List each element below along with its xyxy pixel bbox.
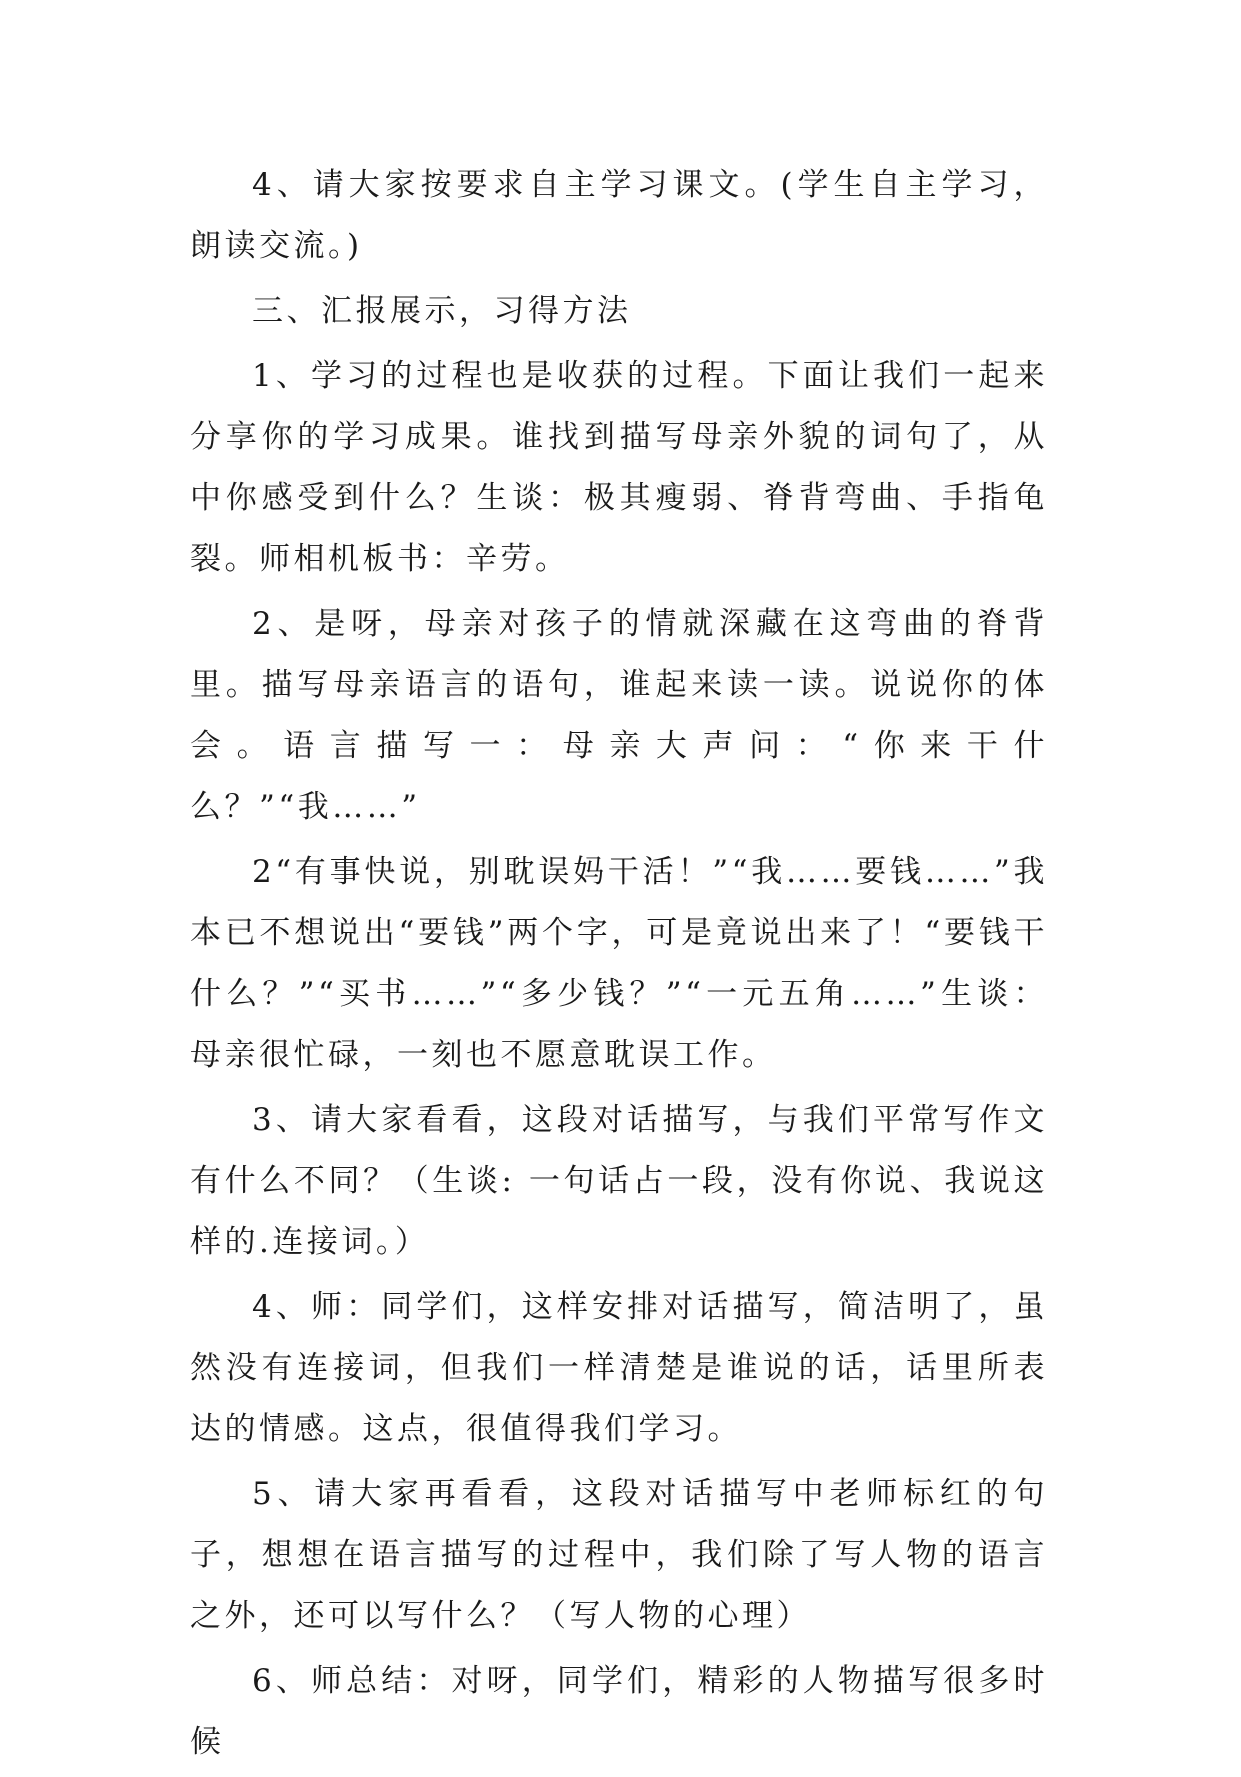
paragraph-language: 2、是呀，母亲对孩子的情就深藏在这弯曲的脊背里。描写母亲语言的语句，谁起来读一读。说说你的体会。语言描写一：母亲大声问：“你来干什么？”“我……” [190,606,1048,825]
section-heading: 三、汇报展示，习得方法 [252,293,632,329]
paragraph-dialogue: 2“有事快说，别耽误妈干活！”“我……要钱……”我本已不想说出“要钱”两个字，可是竟说出来了！“要钱干什么？”“买书……”“多少钱？”“一元五角……”生谈：母亲很忙碌，一刻也不愿意耽误工作。 [190,854,1048,1073]
paragraph-appearance: 1、学习的过程也是收获的过程。下面让我们一起来分享你的学习成果。谁找到描写母亲外貌的词句了，从中你感受到什么？生谈：极其瘦弱、脊背弯曲、手指龟裂。师相机板书：辛劳。 [190,358,1048,577]
paragraph-self-study: 4、请大家按要求自主学习课文。(学生自主学习，朗读交流。) [190,167,1048,264]
paragraph-red-sentences: 5、请大家再看看，这段对话描写中老师标红的句子，想想在语言描写的过程中，我们除了写人物的语言之外，还可以写什么？（写人物的心理） [190,1476,1048,1634]
paragraph-difference: 3、请大家看看，这段对话描写，与我们平常写作文有什么不同？（生谈: 一句话占一段，没有你说、我说这样的.连接词。） [190,1102,1048,1260]
paragraph-teacher-comment: 4、师：同学们，这样安排对话描写，简洁明了，虽然没有连接词，但我们一样清楚是谁说的话，话里所表达的情感。这点，很值得我们学习。 [190,1289,1048,1447]
document-page [190,155,1048,1777]
paragraph-summary: 6、师总结：对呀，同学们，精彩的人物描写很多时候 [190,1663,1048,1760]
